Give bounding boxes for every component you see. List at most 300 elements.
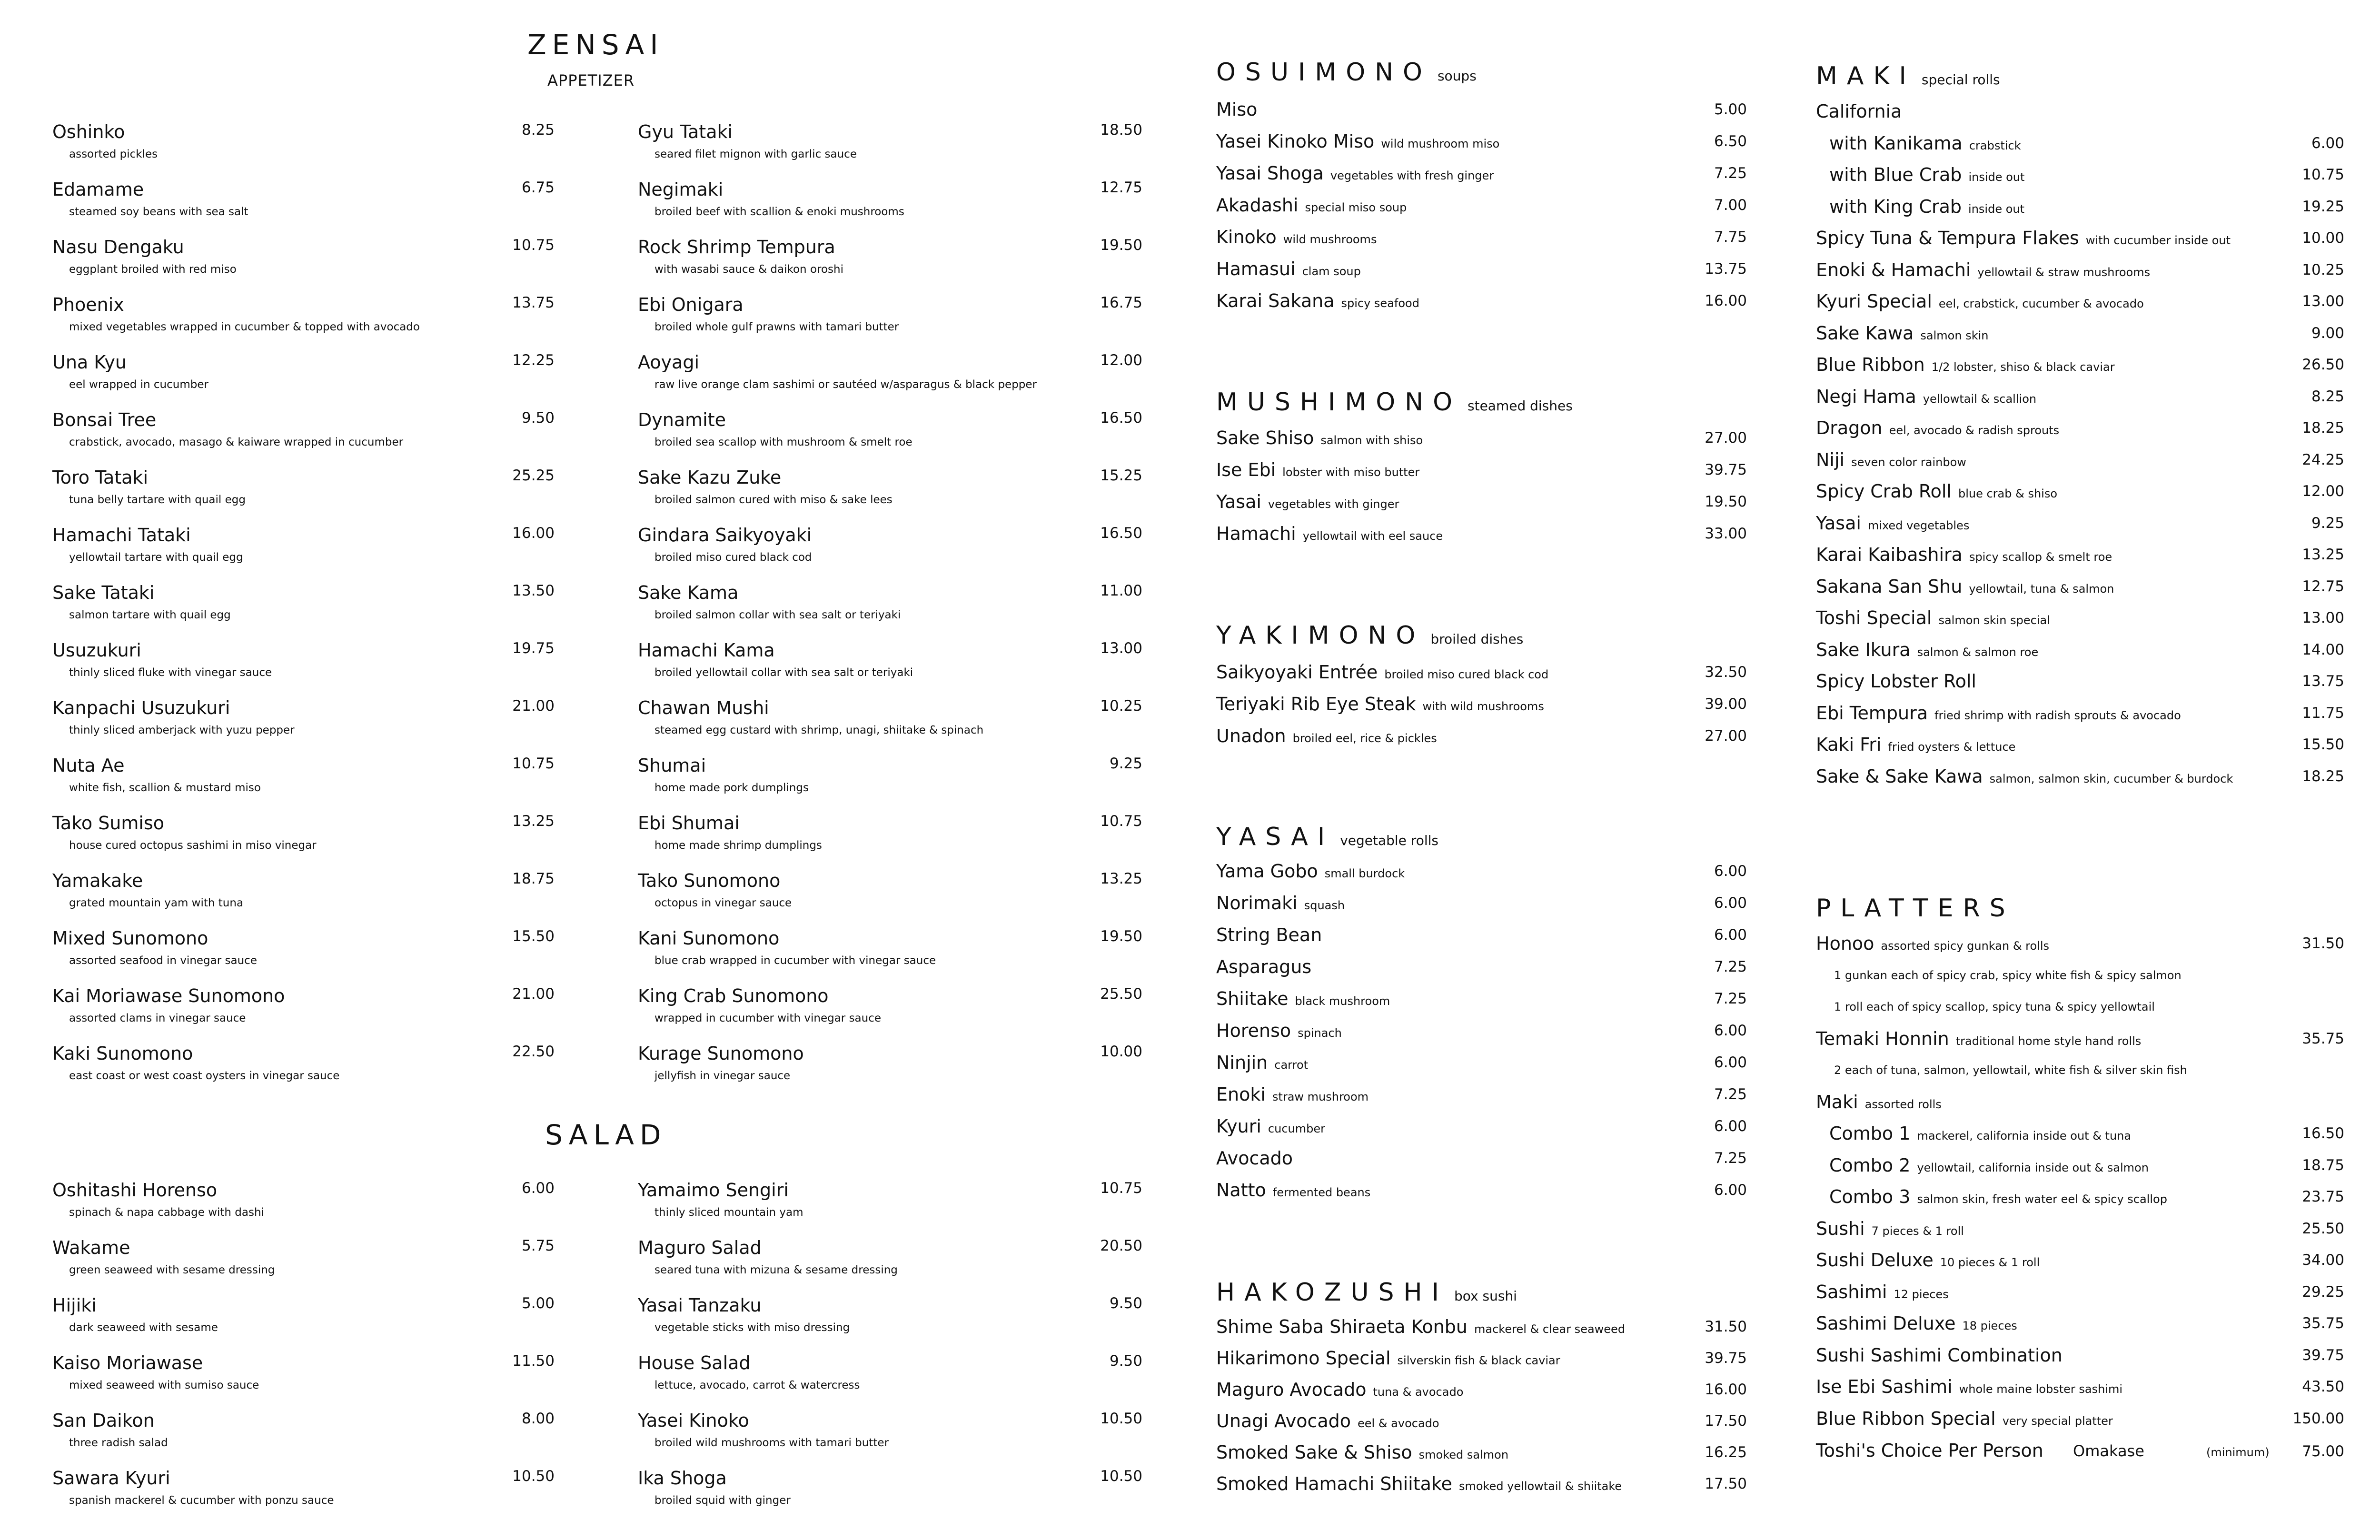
item-price: 12.00 xyxy=(1100,352,1142,369)
item-description: spinach xyxy=(1298,1026,1342,1040)
item-description: black mushroom xyxy=(1295,994,1390,1008)
item-description: broiled yellowtail collar with sea salt or teriyaki xyxy=(654,666,913,679)
menu-item xyxy=(52,1043,555,1101)
item-name: Temaki Honnin xyxy=(1816,1028,1949,1049)
item-description: with wasabi sauce & daikon oroshi xyxy=(654,263,843,276)
menu-item xyxy=(52,179,555,237)
menu-item xyxy=(1816,607,2344,639)
menu-item xyxy=(52,640,555,697)
item-description: traditional home style hand rolls xyxy=(1955,1034,2142,1048)
item-price: 39.75 xyxy=(2302,1346,2344,1364)
item-name: Maki xyxy=(1816,1091,1858,1113)
item-price: 9.50 xyxy=(1109,1295,1142,1312)
item-price: 25.50 xyxy=(2302,1220,2344,1237)
menu-item xyxy=(1816,449,2344,481)
osuimono-title xyxy=(1216,58,1477,87)
menu-item xyxy=(1816,703,2344,735)
item-price: 150.00 xyxy=(2292,1410,2344,1427)
hakozushi-subtitle: box sushi xyxy=(1454,1288,1517,1304)
item-description: whole maine lobster sashimi xyxy=(1959,1382,2123,1396)
item-name: Sake Kama xyxy=(638,582,739,603)
item-name: Sake Kawa xyxy=(1816,322,1914,344)
item-price: 6.50 xyxy=(1714,133,1747,150)
item-name: Sushi Sashimi Combination xyxy=(1816,1344,2063,1366)
menu-item xyxy=(1816,544,2344,576)
menu-item xyxy=(1216,131,1747,163)
item-name: Karai Sakana xyxy=(1216,290,1335,311)
item-price: 15.50 xyxy=(512,928,555,945)
item-name: Kani Sunomono xyxy=(638,928,780,949)
item-description: broiled miso cured black cod xyxy=(1384,668,1549,681)
hakozushi-title-text: HAKOZUSHI xyxy=(1216,1278,1448,1307)
item-price: 26.50 xyxy=(2302,356,2344,373)
item-price: 23.75 xyxy=(2302,1188,2344,1205)
item-description: broiled salmon cured with miso & sake lees xyxy=(654,494,892,506)
item-description: assorted pickles xyxy=(69,148,158,160)
item-price: 11.00 xyxy=(1100,582,1142,599)
note-text: 1 gunkan each of spicy crab, spicy white fish & spicy salmon xyxy=(1834,968,2182,982)
yasai-title xyxy=(1216,823,1438,851)
item-price: 10.50 xyxy=(1100,1468,1142,1485)
menu-item xyxy=(1816,1250,2344,1282)
item-price: 16.00 xyxy=(1705,292,1747,309)
menu-item xyxy=(638,294,1142,352)
item-name: Negi Hama xyxy=(1816,386,1916,407)
item-description: mackerel & clear seaweed xyxy=(1474,1322,1626,1336)
menu-item xyxy=(1816,1345,2344,1377)
menu-item xyxy=(1816,766,2344,798)
item-name: Yasai xyxy=(1816,512,1861,534)
item-description: salmon tartare with quail egg xyxy=(69,609,231,621)
platter-note xyxy=(1834,996,2344,1028)
item-name: with Blue Crab xyxy=(1829,164,1962,185)
menu-item xyxy=(1816,417,2344,449)
menu-item xyxy=(1216,258,1747,290)
item-price: 6.00 xyxy=(1714,1182,1747,1199)
menu-item xyxy=(638,1237,1142,1295)
menu-item xyxy=(52,525,555,582)
item-description: 10 pieces & 1 roll xyxy=(1940,1256,2040,1269)
item-name: Sashimi Deluxe xyxy=(1816,1313,1956,1334)
menu-item xyxy=(1829,1123,2344,1155)
menu-item xyxy=(1216,227,1747,258)
item-name: Enoki xyxy=(1216,1084,1266,1105)
menu-item xyxy=(52,467,555,525)
item-name: Wakame xyxy=(52,1237,130,1258)
item-description: crabstick, avocado, masago & kaiware wrapped in cucumber xyxy=(69,436,404,448)
item-description: assorted rolls xyxy=(1864,1097,1942,1111)
item-name: Honoo xyxy=(1816,933,1874,954)
item-description: octopus in vinegar sauce xyxy=(654,897,792,909)
osuimono-subtitle: soups xyxy=(1437,68,1477,84)
item-price: 24.25 xyxy=(2302,451,2344,468)
item-price: 6.00 xyxy=(2311,134,2344,152)
menu-item xyxy=(1216,988,1747,1020)
item-description: salmon skin, fresh water eel & spicy scallop xyxy=(1917,1192,2167,1206)
item-name: Hamachi Tataki xyxy=(52,525,191,546)
item-name: Usuzukuri xyxy=(52,640,141,661)
menu-item xyxy=(1816,671,2344,703)
menu-item xyxy=(1216,956,1747,988)
item-description: eel, avocado & radish sprouts xyxy=(1889,424,2060,437)
item-price: 22.50 xyxy=(512,1043,555,1060)
item-name: Shiitake xyxy=(1216,988,1289,1009)
item-name: Yamaimo Sengiri xyxy=(638,1180,789,1201)
item-name: Bonsai Tree xyxy=(52,409,157,430)
item-description: thinly sliced mountain yam xyxy=(654,1206,803,1219)
item-price: 12.75 xyxy=(2302,577,2344,595)
item-price: 18.25 xyxy=(2302,419,2344,437)
menu-item xyxy=(1216,1148,1747,1180)
item-name: Sake Shiso xyxy=(1216,427,1314,448)
item-name: Akadashi xyxy=(1216,195,1299,216)
item-name: Kanpachi Usuzukuri xyxy=(52,697,230,718)
item-description: vegetable sticks with miso dressing xyxy=(654,1321,850,1334)
item-description: wild mushroom miso xyxy=(1381,137,1500,150)
item-description: fried shrimp with radish sprouts & avocado xyxy=(1934,708,2181,722)
item-price: 8.25 xyxy=(521,121,555,139)
item-price: 15.25 xyxy=(1100,467,1142,484)
item-description: wrapped in cucumber with vinegar sauce xyxy=(654,1012,882,1024)
item-price: 9.50 xyxy=(521,409,555,427)
item-price: 16.50 xyxy=(1100,409,1142,427)
menu-item xyxy=(638,640,1142,697)
item-price: 16.50 xyxy=(2302,1125,2344,1142)
menu-item xyxy=(1216,491,1747,523)
item-description: wild mushrooms xyxy=(1283,233,1377,246)
maki-title-text: MAKI xyxy=(1816,62,1916,90)
item-price: 6.00 xyxy=(1714,894,1747,912)
item-description: inside out xyxy=(1968,170,2025,184)
item-name: Hamachi xyxy=(1216,523,1296,544)
item-price: 19.50 xyxy=(1100,237,1142,254)
menu-item xyxy=(1816,291,2344,323)
menu-item xyxy=(1816,386,2344,418)
menu-item xyxy=(1816,639,2344,671)
item-name: Hijiki xyxy=(52,1295,97,1316)
item-name: King Crab Sunomono xyxy=(638,985,829,1006)
maki-subtitle: special rolls xyxy=(1921,72,2000,88)
item-description: home made pork dumplings xyxy=(654,782,809,794)
item-name: Maguro Avocado xyxy=(1216,1379,1367,1400)
menu-item xyxy=(1216,1473,1747,1505)
item-description: straw mushroom xyxy=(1272,1090,1369,1103)
item-name: San Daikon xyxy=(52,1410,155,1431)
yakimono-subtitle: broiled dishes xyxy=(1430,631,1524,647)
item-name: Gyu Tataki xyxy=(638,121,733,142)
item-description: eel, crabstick, cucumber & avocado xyxy=(1938,297,2144,310)
menu-item xyxy=(1216,1411,1747,1442)
item-price: 12.00 xyxy=(2302,483,2344,500)
item-name: Spicy Tuna & Tempura Flakes xyxy=(1816,228,2079,248)
item-name: Sashimi xyxy=(1816,1281,1887,1302)
item-name: Phoenix xyxy=(52,294,124,315)
item-price: 9.25 xyxy=(2311,514,2344,532)
item-name: Maguro Salad xyxy=(638,1237,762,1258)
item-price: 21.00 xyxy=(512,697,555,715)
menu-item xyxy=(638,1410,1142,1468)
menu-item xyxy=(1816,323,2344,355)
item-name: Kaki Sunomono xyxy=(52,1043,193,1064)
menu-item xyxy=(1216,427,1747,459)
item-price: 20.50 xyxy=(1100,1237,1142,1254)
item-price: 7.25 xyxy=(1714,1150,1747,1167)
menu-item xyxy=(1829,1155,2344,1187)
item-description: tuna belly tartare with quail egg xyxy=(69,494,246,506)
item-description: spinach & napa cabbage with dashi xyxy=(69,1206,264,1219)
item-description: crabstick xyxy=(1969,139,2021,152)
item-price: 17.50 xyxy=(1705,1412,1747,1430)
menu-item xyxy=(1216,1084,1747,1116)
item-name: Blue Ribbon Special xyxy=(1816,1408,1996,1429)
item-name: Niji xyxy=(1816,449,1845,470)
menu-item xyxy=(52,1352,555,1410)
menu-item xyxy=(638,237,1142,294)
item-name: Sushi Deluxe xyxy=(1816,1250,1934,1271)
item-name: Combo 3 xyxy=(1829,1186,1911,1207)
item-name: Teriyaki Rib Eye Steak xyxy=(1216,694,1416,715)
item-description: clam soup xyxy=(1302,265,1361,278)
item-price: 17.50 xyxy=(1705,1475,1747,1492)
item-price: 16.00 xyxy=(1705,1381,1747,1398)
item-description: very special platter xyxy=(2002,1414,2113,1428)
menu-item xyxy=(52,409,555,467)
item-price: 18.50 xyxy=(1100,121,1142,139)
item-description: yellowtail & straw mushrooms xyxy=(1977,265,2151,279)
item-description: smoked yellowtail & shiitake xyxy=(1458,1480,1622,1493)
item-description: jellyfish in vinegar sauce xyxy=(654,1070,791,1082)
item-description: silverskin fish & black caviar xyxy=(1397,1354,1560,1367)
menu-item xyxy=(1816,1408,2344,1440)
item-name: Chawan Mushi xyxy=(638,697,769,718)
item-name: with Kanikama xyxy=(1829,132,1963,154)
item-description: broiled whole gulf prawns with tamari butter xyxy=(654,321,899,333)
item-price: 34.00 xyxy=(2302,1252,2344,1269)
item-description: vegetables with fresh ginger xyxy=(1330,169,1494,182)
menu-item xyxy=(1816,1376,2344,1408)
item-name: Kyuri xyxy=(1216,1116,1261,1137)
item-price: 7.25 xyxy=(1714,958,1747,975)
item-description: tuna & avocado xyxy=(1373,1385,1464,1399)
menu-item xyxy=(638,409,1142,467)
menu-item xyxy=(638,1043,1142,1101)
menu-item xyxy=(52,1237,555,1295)
item-price: 10.00 xyxy=(2302,229,2344,247)
platters-title-text: PLATTERS xyxy=(1816,894,2015,923)
menu-item xyxy=(1216,694,1747,725)
item-description: yellowtail & scallion xyxy=(1923,392,2037,406)
item-price: 5.75 xyxy=(521,1237,555,1254)
item-name: Ika Shoga xyxy=(638,1468,727,1489)
item-description: yellowtail, tuna & salmon xyxy=(1969,582,2114,596)
item-price: 12.25 xyxy=(512,352,555,369)
platter-note xyxy=(1834,1060,2344,1092)
item-name: Smoked Hamachi Shiitake xyxy=(1216,1473,1452,1494)
menu-item xyxy=(638,352,1142,409)
item-price: 10.50 xyxy=(1100,1410,1142,1427)
menu-item xyxy=(1216,163,1747,195)
item-description: fried oysters & lettuce xyxy=(1888,740,2016,754)
item-price: 14.00 xyxy=(2302,641,2344,658)
item-price: 13.25 xyxy=(512,813,555,830)
yakimono-title-text: YAKIMONO xyxy=(1216,621,1425,650)
item-name: Karai Kaibashira xyxy=(1816,544,1963,565)
item-price: 16.25 xyxy=(1705,1444,1747,1461)
item-price: 16.00 xyxy=(512,525,555,542)
item-name: Yasai Shoga xyxy=(1216,163,1324,184)
item-description: small burdock xyxy=(1324,867,1405,880)
item-name: Yama Gobo xyxy=(1216,861,1318,882)
menu-item xyxy=(1216,1379,1747,1411)
item-description: mixed vegetables wrapped in cucumber & topped with avocado xyxy=(69,321,420,333)
menu-item xyxy=(638,813,1142,870)
item-price: 16.75 xyxy=(1100,294,1142,311)
item-price: 11.75 xyxy=(2302,704,2344,722)
platters-final-row xyxy=(1816,1440,2344,1469)
menu-item xyxy=(1829,196,2344,228)
menu-item xyxy=(1816,576,2344,608)
item-price: 18.25 xyxy=(2302,767,2344,785)
item-price: 7.25 xyxy=(1714,165,1747,182)
item-name: Combo 1 xyxy=(1829,1123,1911,1144)
item-description: broiled sea scallop with mushroom & smelt roe xyxy=(654,436,912,448)
menu-item xyxy=(1216,725,1747,757)
item-price: 18.75 xyxy=(512,870,555,887)
item-description: eel & avocado xyxy=(1358,1417,1439,1430)
menu-item xyxy=(1816,1282,2344,1313)
item-description: carrot xyxy=(1274,1058,1309,1072)
item-name: Yasei Kinoko Miso xyxy=(1216,131,1375,152)
item-description: seared filet mignon with garlic sauce xyxy=(654,148,857,160)
menu-item xyxy=(638,525,1142,582)
item-name: Norimaki xyxy=(1216,893,1298,914)
item-price: 19.25 xyxy=(2302,198,2344,215)
item-price: 13.75 xyxy=(1705,260,1747,278)
menu-item xyxy=(52,294,555,352)
item-name: Kurage Sunomono xyxy=(638,1043,804,1064)
menu-item xyxy=(52,1295,555,1352)
item-name: Kyuri Special xyxy=(1816,291,1932,312)
menu-item xyxy=(638,1352,1142,1410)
menu-item xyxy=(52,928,555,985)
menu-item xyxy=(1829,133,2344,165)
item-price: 11.50 xyxy=(512,1352,555,1370)
menu-item xyxy=(1816,481,2344,513)
menu-item xyxy=(1216,99,1747,131)
item-name: Saikyoyaki Entrée xyxy=(1216,662,1378,683)
item-price: 12.75 xyxy=(1100,179,1142,196)
item-name: Natto xyxy=(1216,1180,1266,1201)
item-price: 5.00 xyxy=(1714,101,1747,118)
item-price: 10.25 xyxy=(1100,697,1142,715)
item-name: Sushi xyxy=(1816,1218,1865,1239)
item-name: Blue Ribbon xyxy=(1816,354,1925,375)
yakimono-title xyxy=(1216,621,1523,650)
menu-item xyxy=(1829,1186,2344,1218)
item-description: thinly sliced amberjack with yuzu pepper xyxy=(69,724,295,736)
item-price: 6.00 xyxy=(1714,926,1747,944)
menu-item xyxy=(1816,228,2344,259)
item-description: lobster with miso butter xyxy=(1282,466,1420,479)
item-description: salmon skin special xyxy=(1938,614,2050,627)
item-price: 13.00 xyxy=(1100,640,1142,657)
item-price: 9.00 xyxy=(2311,324,2344,342)
menu-item xyxy=(638,1180,1142,1237)
osuimono-title-text: OSUIMONO xyxy=(1216,58,1432,87)
item-description: spanish mackerel & cucumber with ponzu sauce xyxy=(69,1494,334,1507)
item-name: Negimaki xyxy=(638,179,724,200)
item-price: 13.75 xyxy=(2302,673,2344,690)
menu-item xyxy=(52,813,555,870)
item-name: Sake & Sake Kawa xyxy=(1816,765,1983,787)
item-name: Spicy Crab Roll xyxy=(1816,481,1952,502)
menu-item xyxy=(1216,459,1747,491)
item-description: yellowtail, california inside out & salmon xyxy=(1917,1161,2149,1174)
item-name: Mixed Sunomono xyxy=(52,928,208,949)
item-name: Combo 2 xyxy=(1829,1154,1911,1176)
note-text: 2 each of tuna, salmon, yellowtail, white fish & silver skin fish xyxy=(1834,1063,2187,1077)
menu-item xyxy=(1216,1180,1747,1212)
item-price: 31.50 xyxy=(1705,1318,1747,1335)
item-name: Toro Tataki xyxy=(52,467,149,488)
item-description: with cucumber inside out xyxy=(2085,234,2231,247)
menu-item xyxy=(1216,1052,1747,1084)
mushimono-title-text: MUSHIMONO xyxy=(1216,388,1462,417)
menu-item xyxy=(1216,924,1747,956)
menu-item xyxy=(52,1180,555,1237)
menu-item xyxy=(52,697,555,755)
item-description: yellowtail with eel sauce xyxy=(1302,529,1443,543)
zensai-title: ZENSAI xyxy=(527,29,664,61)
item-description: salmon skin xyxy=(1920,328,1989,342)
item-price: 29.25 xyxy=(2302,1283,2344,1301)
item-name: Oshinko xyxy=(52,121,125,142)
item-description: lettuce, avocado, carrot & watercress xyxy=(654,1379,860,1391)
item-price: 13.00 xyxy=(2302,609,2344,626)
item-description: smoked salmon xyxy=(1418,1448,1509,1461)
menu-item xyxy=(1816,259,2344,291)
menu-item xyxy=(1816,734,2344,766)
item-description: 1/2 lobster, shiso & black caviar xyxy=(1931,360,2115,374)
item-description: green seaweed with sesame dressing xyxy=(69,1264,275,1276)
item-price: 7.75 xyxy=(1714,229,1747,246)
item-description: thinly sliced fluke with vinegar sauce xyxy=(69,666,272,679)
item-price: 25.25 xyxy=(512,467,555,484)
item-description: yellowtail tartare with quail egg xyxy=(69,551,243,564)
salad-title: SALAD xyxy=(545,1119,667,1151)
item-description: with wild mushrooms xyxy=(1422,700,1544,713)
item-name: Ninjin xyxy=(1216,1052,1268,1073)
item-price: 19.50 xyxy=(1705,493,1747,510)
hakozushi-title xyxy=(1216,1278,1517,1307)
maki-title xyxy=(1816,62,2000,90)
item-price: 6.00 xyxy=(1714,1022,1747,1039)
item-name: Dynamite xyxy=(638,409,726,430)
menu-item xyxy=(1816,513,2344,545)
item-price: 10.75 xyxy=(1100,1180,1142,1197)
item-description: raw live orange clam sashimi or sautéed w/asparagus & black pepper xyxy=(654,378,1037,391)
menu-item xyxy=(638,870,1142,928)
item-name: Avocado xyxy=(1216,1148,1293,1169)
item-price: 35.75 xyxy=(2302,1030,2344,1047)
item-description: broiled beef with scallion & enoki mushrooms xyxy=(654,206,904,218)
final-price: 75.00 xyxy=(2302,1443,2344,1460)
item-price: 7.00 xyxy=(1714,197,1747,214)
menu-item xyxy=(1216,1020,1747,1052)
item-description: seared tuna with mizuna & sesame dressing xyxy=(654,1264,898,1276)
item-description: special miso soup xyxy=(1305,201,1407,214)
menu-item xyxy=(638,755,1142,813)
